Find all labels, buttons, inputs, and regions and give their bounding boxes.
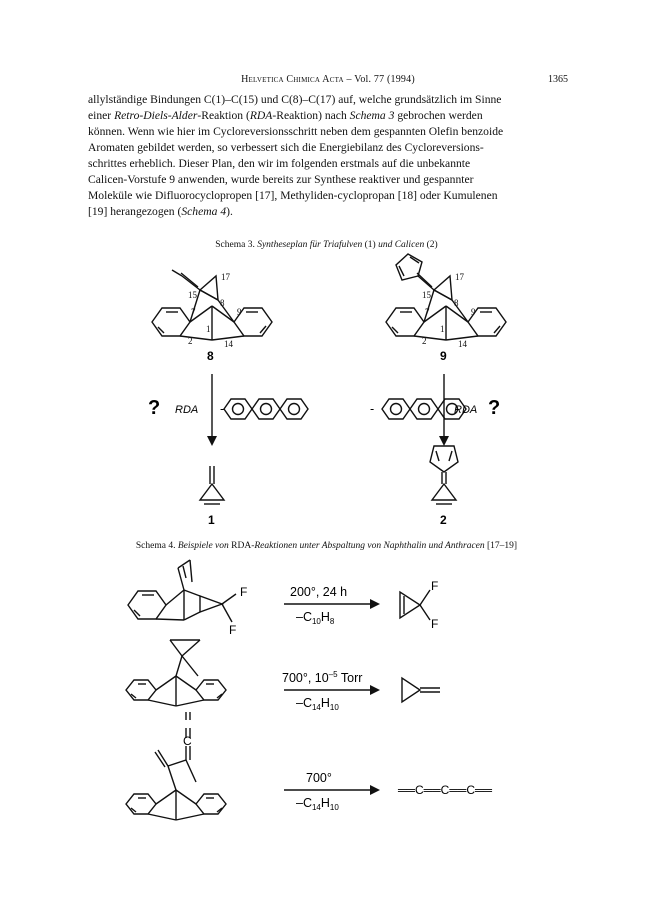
body-line: allylständige Bindungen C(1)–C(15) und C(8)–C(17) auf, welche grundsätzlich im Sinne (88, 93, 502, 106)
s4-reactant-1 (128, 560, 236, 622)
minus-right: - (370, 402, 375, 416)
compound-label-9: 9 (440, 349, 447, 363)
fluoro-bottom: F (229, 623, 237, 637)
arrow-right-head (439, 436, 449, 446)
locant-8: 8 (454, 298, 459, 308)
compound-label-2: 2 (440, 513, 447, 527)
s4-arrow1-head (370, 599, 380, 609)
compound-label-1: 1 (208, 513, 215, 527)
scheme4-caption: Schema 4. Beispiele von RDA-Reaktionen unter Abspaltung von Naphthalin und Anthracen [17–19] (135, 541, 518, 551)
r3-conditions-top: 700° (306, 771, 332, 785)
body-line: Calicen-Vorstufe 9 anwenden, wurde bereits zur Synthese reaktiver und gespannter (88, 173, 474, 186)
locant-2: 2 (422, 336, 427, 346)
journal-name: Helvetica Chimica Acta (241, 74, 344, 85)
carbon-label: C (183, 734, 192, 748)
fluoro-prod-top: F (431, 579, 439, 593)
r2-conditions-bottom: $-C_{14}H_{10}$ (296, 696, 339, 712)
anthracene-left (224, 399, 308, 419)
body-line: schrittes erheblich. Dieser Plan, den wir im folgenden erstmals auf die unbekannte (88, 157, 471, 170)
locant-14: 14 (224, 339, 233, 349)
r1-conditions-bottom: $-C_{10}H_8$ (296, 610, 335, 626)
body-line: können. Wenn wie hier im Cycloreversionsschritt neben dem gespannten Olefin benzoide (88, 125, 504, 138)
locant-2: 2 (188, 336, 193, 346)
body-line: einer Retro-Diels-Alder-Reaktion (RDA-Reaktion) nach Schema 3 gebrochen werden (88, 109, 483, 122)
question-mark-left: ? (148, 397, 161, 419)
locant-15: 15 (422, 290, 431, 300)
r3-conditions-bottom: $-C_{14}H_{10}$ (296, 796, 339, 812)
triafulvene-1 (200, 466, 224, 504)
minus-left: - (220, 402, 225, 416)
rda-label-right: RDA (454, 404, 478, 416)
calicene-2 (430, 446, 458, 504)
locant-9: 9 (237, 307, 242, 317)
locant-1: 1 (206, 324, 211, 334)
r1-conditions-top: 200°, 24 h (290, 585, 348, 599)
locant-17: 17 (455, 272, 464, 282)
r2-conditions-top: 700°, $10^{-5}$ Torr (282, 670, 363, 685)
body-line: [19] herangezogen (Schema 4). (88, 205, 233, 218)
compound-9-structure (386, 254, 506, 340)
locant-9: 9 (471, 307, 476, 317)
body-line: Aromaten gebildet werden, so verbessert sich die Energiebilanz des Cycloreversions- (88, 141, 484, 154)
locant-14: 14 (458, 339, 467, 349)
s4-arrow2-head (370, 685, 380, 695)
s4-product-1 (400, 590, 430, 620)
locant-8: 8 (220, 298, 225, 308)
fluoro-prod-bottom: F (431, 617, 439, 631)
s4-arrow3-head (370, 785, 380, 795)
arrow-left-head (207, 436, 217, 446)
locant-1: 1 (440, 324, 445, 334)
s4-reactant-3 (126, 712, 226, 820)
locant-15: 15 (188, 290, 197, 300)
journal-volume: – Vol. 77 (1994) (346, 74, 415, 85)
fluoro-top: F (240, 585, 248, 599)
body-line: Moleküle wie Difluorocyclopropen [17], Methyliden-cyclopropan [18] oder Kumulenen (88, 189, 498, 202)
cumulene-product: ══C══C══C══ (398, 783, 493, 797)
locant-7: 7 (425, 307, 430, 317)
compound-label-8: 8 (207, 349, 214, 363)
question-mark-right: ? (488, 397, 501, 419)
s4-product-2 (402, 678, 440, 702)
rda-label-left: RDA (175, 404, 199, 416)
scheme3-caption: Schema 3. Syntheseplan für Triafulven (1) und Calicen (2) (215, 240, 438, 250)
page-number: 1365 (548, 74, 568, 85)
locant-7: 7 (191, 307, 196, 317)
s4-reactant-2 (126, 640, 226, 706)
locant-17: 17 (221, 272, 230, 282)
compound-8-structure (152, 270, 272, 340)
